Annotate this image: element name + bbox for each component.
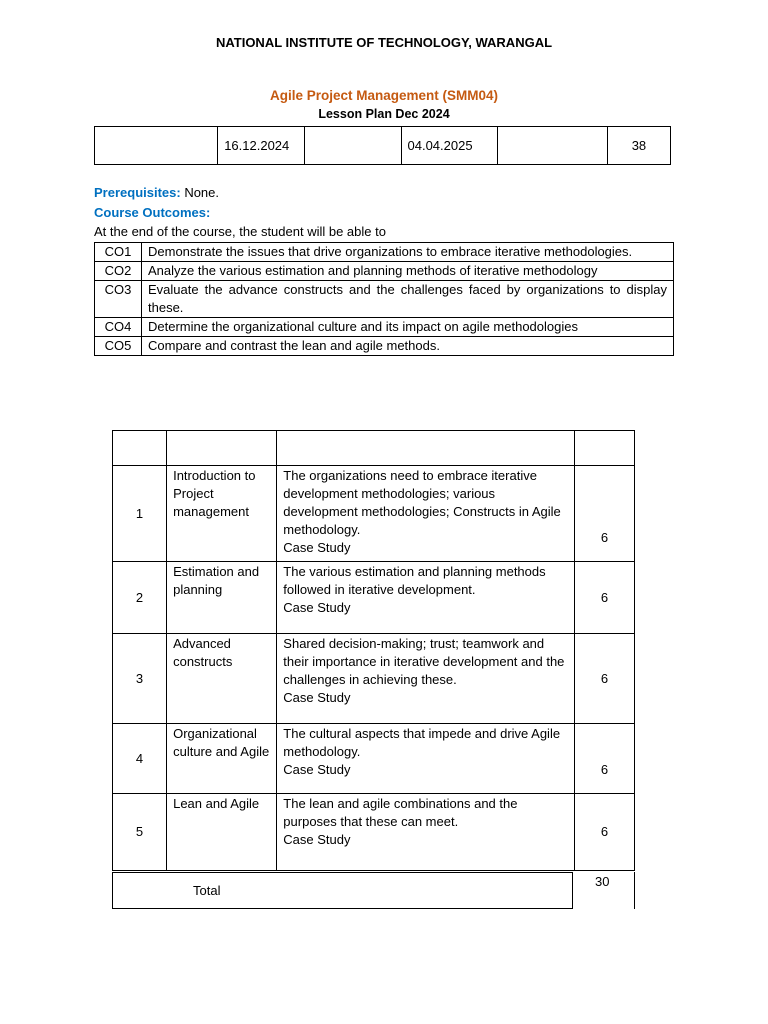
plan-row (113, 724, 635, 794)
date-cell (305, 127, 401, 165)
plan-row (113, 794, 635, 871)
unit-content: The various estimation and planning methods followed in iterative development. (283, 564, 546, 597)
unit-note: Case Study (283, 762, 351, 777)
unit-note: Case Study (283, 540, 351, 555)
co-id: CO3 (95, 281, 142, 318)
co-text: Analyze the various estimation and planning methods of iterative methodology (142, 262, 674, 281)
co-row (95, 262, 674, 281)
plan-row (113, 466, 635, 562)
unit-content-cell (277, 634, 575, 724)
unit-content: The lean and agile combinations and the purposes that these can meet. (283, 796, 518, 829)
co-row (95, 337, 674, 356)
unit-hours: 6 (574, 724, 634, 794)
total-value: 30 (595, 874, 610, 889)
date-cell (95, 127, 218, 165)
plan-row (113, 562, 635, 634)
header-cell (277, 431, 575, 466)
unit-topic: Organizational culture and Agile (167, 724, 277, 794)
co-text: Demonstrate the issues that drive organizations to embrace iterative methodologies. (142, 243, 674, 262)
unit-topic: Estimation and planning (167, 562, 277, 634)
date-row (95, 127, 671, 165)
unit-number: 3 (113, 634, 167, 724)
unit-note: Case Study (283, 600, 351, 615)
unit-content-cell (277, 794, 575, 871)
unit-hours: 6 (574, 466, 634, 562)
total-label: Total (193, 883, 221, 898)
co-id: CO5 (95, 337, 142, 356)
unit-content: The organizations need to embrace iterative development methodologies; various development methodologies; Constructs in Agile methodology. (283, 468, 561, 537)
co-row (95, 281, 674, 318)
total-row (112, 872, 573, 909)
unit-number: 1 (113, 466, 167, 562)
co-id: CO1 (95, 243, 142, 262)
institute-title: NATIONAL INSTITUTE OF TECHNOLOGY, WARANGAL (215, 35, 553, 50)
co-text: Evaluate the advance constructs and the challenges faced by organizations to display these. (142, 281, 674, 318)
unit-note: Case Study (283, 690, 351, 705)
date-cell: 04.04.2025 (401, 127, 497, 165)
date-cell: 38 (607, 127, 670, 165)
unit-number: 5 (113, 794, 167, 871)
unit-note: Case Study (283, 832, 351, 847)
unit-number: 4 (113, 724, 167, 794)
unit-content-cell (277, 724, 575, 794)
unit-hours: 6 (574, 794, 634, 871)
prerequisites-label: Prerequisites: (94, 185, 181, 200)
plan-row (113, 634, 635, 724)
co-text: Compare and contrast the lean and agile methods. (142, 337, 674, 356)
unit-content: Shared decision-making; trust; teamwork and their importance in iterative development and the challenges in achieving these. (283, 636, 565, 687)
course-outcomes-intro: At the end of the course, the student will be able to (94, 224, 386, 239)
co-id: CO2 (95, 262, 142, 281)
course-outcomes-label: Course Outcomes: (94, 205, 211, 220)
unit-hours: 6 (574, 562, 634, 634)
course-outcomes-table (94, 242, 674, 356)
date-cell: 16.12.2024 (218, 127, 305, 165)
co-text: Determine the organizational culture and its impact on agile methodologies (142, 318, 674, 337)
lesson-plan-table (112, 430, 635, 871)
unit-content-cell (277, 562, 575, 634)
unit-number: 2 (113, 562, 167, 634)
lesson-plan-title: Lesson Plan Dec 2024 (318, 107, 450, 121)
plan-header-row (113, 431, 635, 466)
header-cell (574, 431, 634, 466)
header-cell (167, 431, 277, 466)
co-row (95, 243, 674, 262)
unit-content-cell (277, 466, 575, 562)
unit-content: The cultural aspects that impede and drive Agile methodology. (283, 726, 561, 759)
unit-hours: 6 (574, 634, 634, 724)
header-cell (113, 431, 167, 466)
prerequisites (94, 185, 219, 200)
unit-topic: Lean and Agile (167, 794, 277, 871)
course-title: Agile Project Management (SMM04) (269, 88, 499, 103)
date-cell (497, 127, 607, 165)
prerequisites-value: None. (180, 185, 220, 200)
total-divider (634, 872, 635, 909)
unit-topic: Advanced constructs (167, 634, 277, 724)
date-table (94, 126, 671, 165)
co-row (95, 318, 674, 337)
co-id: CO4 (95, 318, 142, 337)
unit-topic: Introduction to Project management (167, 466, 277, 562)
